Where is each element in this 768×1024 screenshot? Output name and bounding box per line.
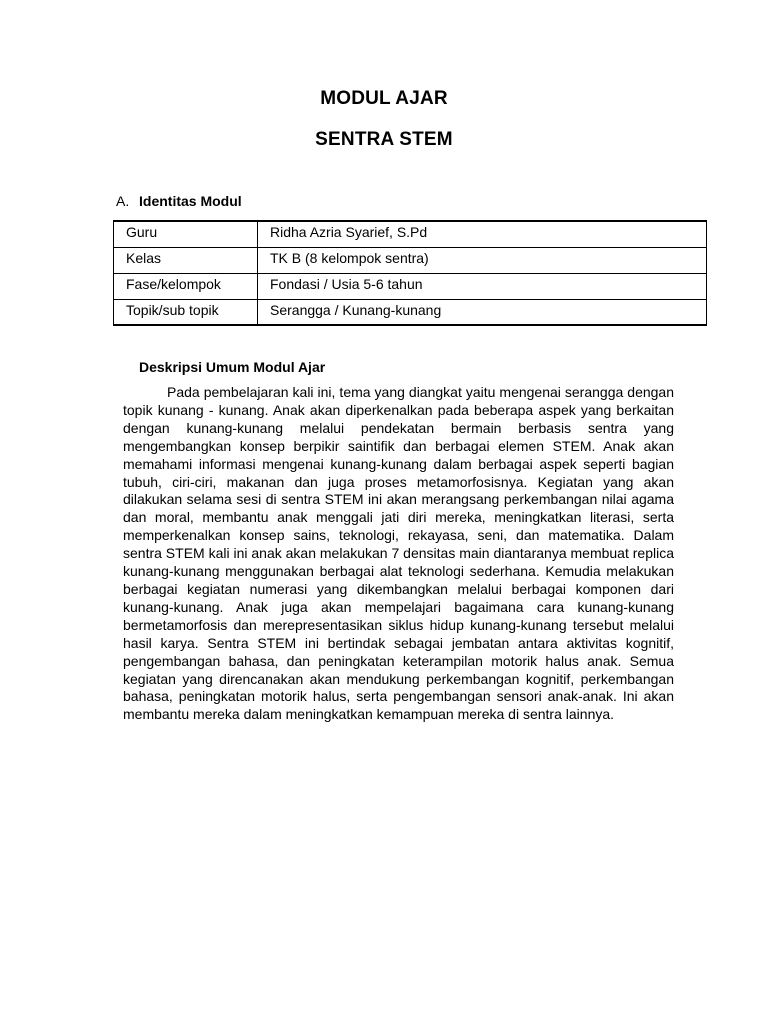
table-value-cell: Serangga / Kunang-kunang [258,299,707,325]
table-key-cell: Kelas [114,247,258,273]
table-row [114,299,707,325]
table-key-cell: Topik/sub topik [114,299,258,325]
table-row [114,273,707,299]
description-heading: Deskripsi Umum Modul Ajar [139,359,326,375]
table-value-cell: Fondasi / Usia 5-6 tahun [258,273,707,299]
table-key-cell: Guru [114,221,258,247]
section-heading-identity [116,193,242,209]
description-paragraph: Pada pembelajaran kali ini, tema yang diangkat yaitu mengenai serangga dengan topik kunang - kunang. Anak akan diperkenalkan pada beberapa aspek yang berkaitan dengan kunang-kunang melalui pendekatan bermain berbasis sentra yang mengembangkan konsep berpikir saintifik dan berbagai elemen STEM. Anak akan memahami informasi mengenai kunang-kunang dalam berbagai aspek seperti bagian tubuh, ciri-ciri, makanan dan juga proses metamorfosisnya. Kegiatan yang akan dilakukan selama sesi di sentra STEM ini akan merangsang perkembangan nilai agama dan moral, membantu anak menggali jati diri mereka, meningkatkan literasi, serta memperkenalkan konsep sains, teknologi, rekayasa, seni, dan matematika. Dalam sentra STEM kali ini anak akan melakukan 7 densitas main diantaranya membuat replica kunang-kunang menggunakan berbagai alat teknologi sederhana. Kemudia melakukan berbagai kegiatan numerasi yang dikembangkan melalui berbagai komponen dari kunang-kunang. Anak juga akan mempelajari bagaimana cara kunang-kunang bermetamorfosis dan merepresentasikan siklus hidup kunang-kunang tersebut melalui hasil karya. Sentra STEM ini bertindak sebagai jembatan antara aktivitas kognitif, pengembangan bahasa, dan peningkatan keterampilan motorik halus anak. Semua kegiatan yang direncanakan akan mendukung perkembangan kognitif, perkembangan bahasa, peningkatan motorik halus, serta pengembangan sensori anak-anak. Ini akan membantu mereka dalam meningkatkan kemampuan mereka di sentra lainnya. [123,384,674,723]
document-subtitle: SENTRA STEM [315,129,453,150]
document-title: MODUL AJAR [320,88,448,109]
section-heading-label: Identitas Modul [139,193,242,209]
identity-table [113,220,707,326]
section-letter: A. [116,193,130,209]
table-value-cell: TK B (8 kelompok sentra) [258,247,707,273]
table-row [114,247,707,273]
table-key-cell: Fase/kelompok [114,273,258,299]
table-row [114,221,707,247]
table-value-cell: Ridha Azria Syarief, S.Pd [258,221,707,247]
